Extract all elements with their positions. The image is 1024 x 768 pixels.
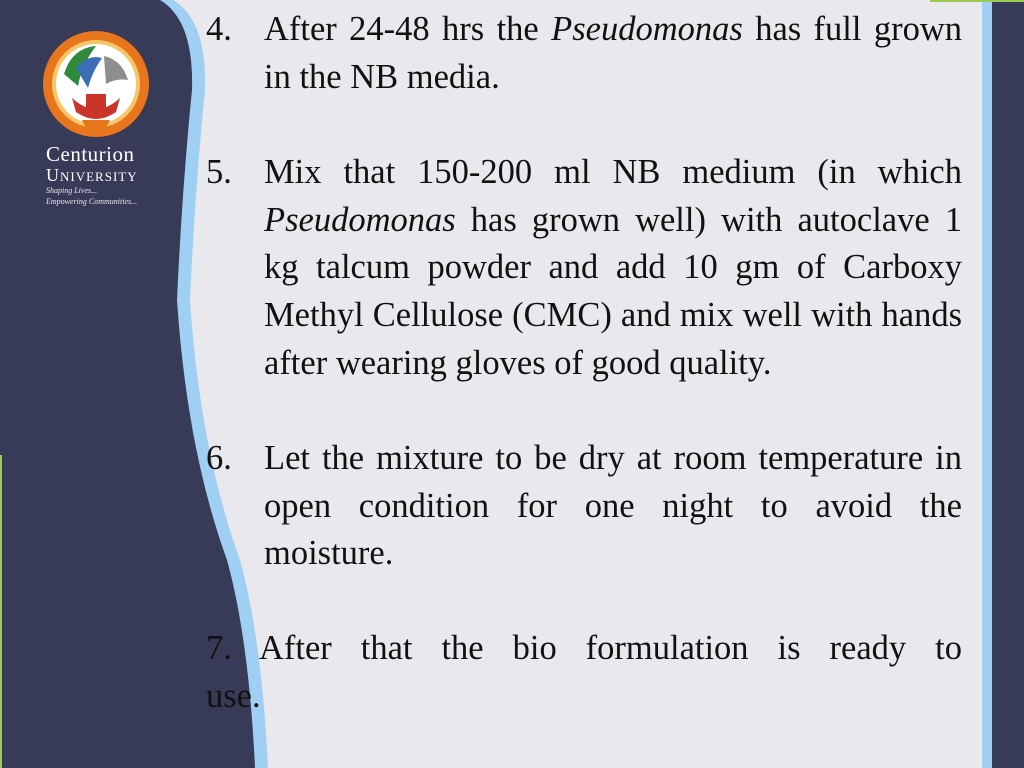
step-4 [206, 6, 962, 101]
slide-content [206, 6, 962, 720]
step-6 [206, 435, 962, 578]
step-text [264, 149, 962, 387]
brand-block [46, 143, 138, 207]
brand-name-line1: Centurion [46, 142, 135, 166]
step-text-before: After 24-48 hrs the [264, 10, 539, 48]
brand-tagline1: Shaping Lives... [46, 186, 98, 195]
step-7-line2: use. [206, 676, 261, 715]
step-text-before: Mix that 150-200 ml NB medium (in which [264, 153, 962, 192]
step-text [264, 6, 962, 101]
step-text-after: has full grown in the NB media. [264, 10, 963, 96]
right-edge-accent [982, 0, 992, 768]
step-text-after: has grown well) with autoclave 1 kg talcum powder and add 10 gm of Carboxy Methyl Cellulose (CMC) and mix well with hands after wearing gloves of good quality. [264, 200, 962, 382]
university-logo [42, 28, 150, 144]
brand-tagline2: Empowering Communities... [46, 197, 138, 206]
step-number: 5. [206, 153, 232, 192]
step-5 [206, 149, 962, 387]
organism-name: Pseudomonas [264, 200, 456, 239]
brand-name-line2: University [46, 165, 138, 185]
step-number: 4. [206, 10, 232, 48]
step-text: Let the mixture to be dry at room temperature in open condition for one night to avoid the moisture. [264, 439, 962, 573]
right-edge-bar [992, 0, 1024, 768]
organism-name: Pseudomonas [551, 10, 743, 48]
step-number: 6. [206, 439, 232, 478]
step-7-line1: 7. After that the bio formulation is ready to [206, 628, 962, 667]
